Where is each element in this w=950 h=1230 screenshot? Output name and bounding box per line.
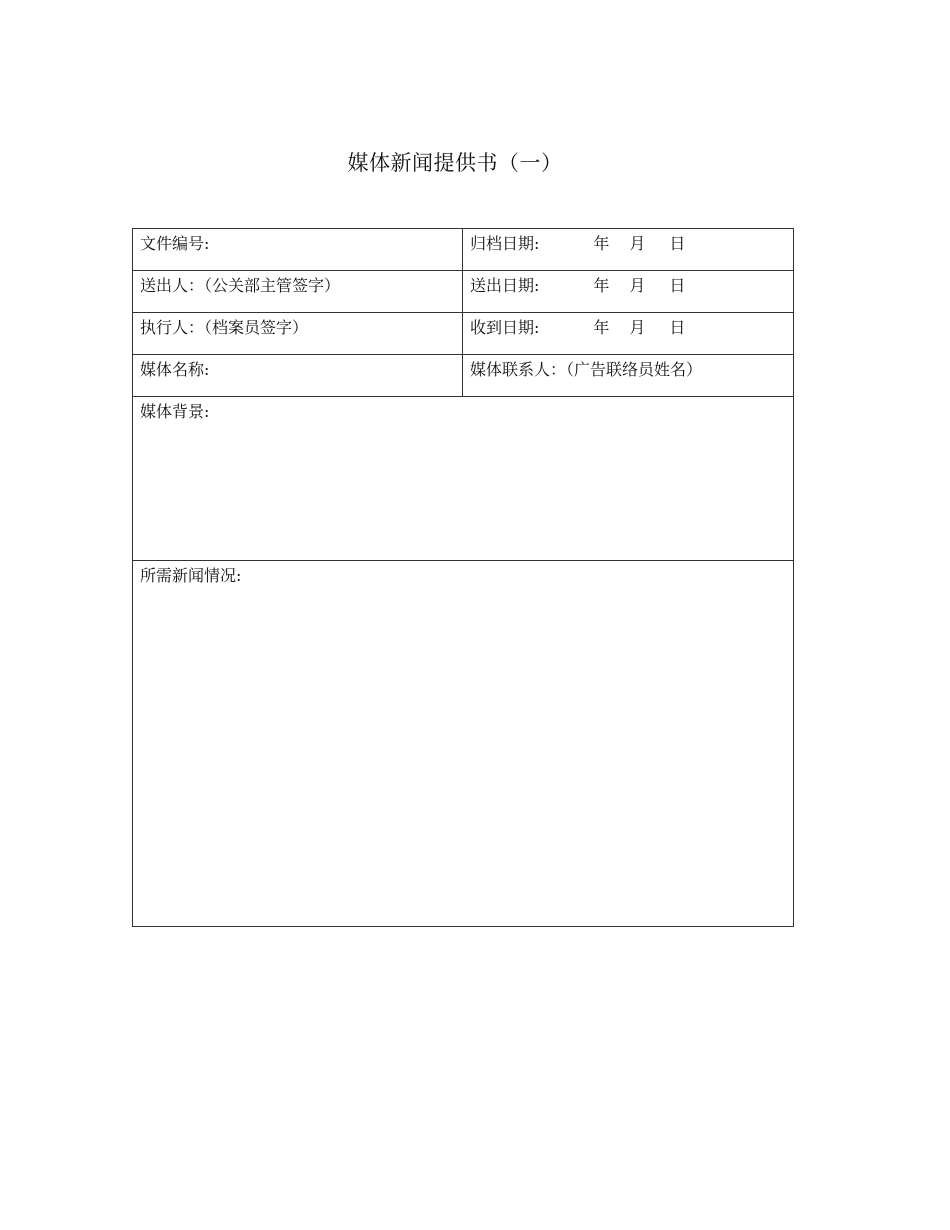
- page-title: 媒体新闻提供书（一）: [347, 151, 563, 175]
- form-row-media-name: [133, 355, 794, 397]
- form-row-news-needed: [133, 561, 794, 927]
- form-row-media-background: [133, 397, 794, 561]
- send-date-year-unit: 年: [593, 276, 610, 295]
- sender-cell[interactable]: [133, 271, 463, 313]
- receive-date-cell[interactable]: [463, 313, 794, 355]
- archive-date-day-unit: 日: [669, 234, 686, 253]
- receive-date-month-unit: 月: [629, 318, 646, 337]
- receive-date-label: 收到日期:: [470, 318, 540, 337]
- media-news-form-table: [132, 228, 794, 927]
- media-contact-label: 媒体联系人：（广告联络员姓名）: [470, 360, 703, 379]
- form-row-sender: [133, 271, 794, 313]
- news-needed-cell[interactable]: [133, 561, 794, 927]
- media-background-cell[interactable]: [133, 397, 794, 561]
- archive-date-fields: [593, 234, 685, 254]
- executor-label: 执行人：（档案员签字）: [140, 318, 309, 337]
- send-date-label: 送出日期:: [470, 276, 540, 295]
- media-contact-cell[interactable]: [463, 355, 794, 397]
- archive-date-year-unit: 年: [593, 234, 610, 253]
- file-number-cell[interactable]: [133, 229, 463, 271]
- archive-date-cell[interactable]: [463, 229, 794, 271]
- send-date-day-unit: 日: [669, 276, 686, 295]
- media-name-label: 媒体名称:: [140, 360, 210, 379]
- form-row-file-number: [133, 229, 794, 271]
- archive-date-label: 归档日期:: [470, 234, 540, 253]
- media-background-label: 媒体背景:: [140, 402, 210, 421]
- executor-cell[interactable]: [133, 313, 463, 355]
- send-date-fields: [593, 276, 685, 296]
- receive-date-day-unit: 日: [669, 318, 686, 337]
- send-date-month-unit: 月: [629, 276, 646, 295]
- file-number-label: 文件编号:: [140, 234, 210, 253]
- receive-date-fields: [593, 318, 685, 338]
- send-date-cell[interactable]: [463, 271, 794, 313]
- sender-label: 送出人：（公关部主管签字）: [140, 276, 341, 295]
- receive-date-year-unit: 年: [593, 318, 610, 337]
- news-needed-label: 所需新闻情况:: [140, 566, 242, 585]
- media-name-cell[interactable]: [133, 355, 463, 397]
- archive-date-month-unit: 月: [629, 234, 646, 253]
- form-row-executor: [133, 313, 794, 355]
